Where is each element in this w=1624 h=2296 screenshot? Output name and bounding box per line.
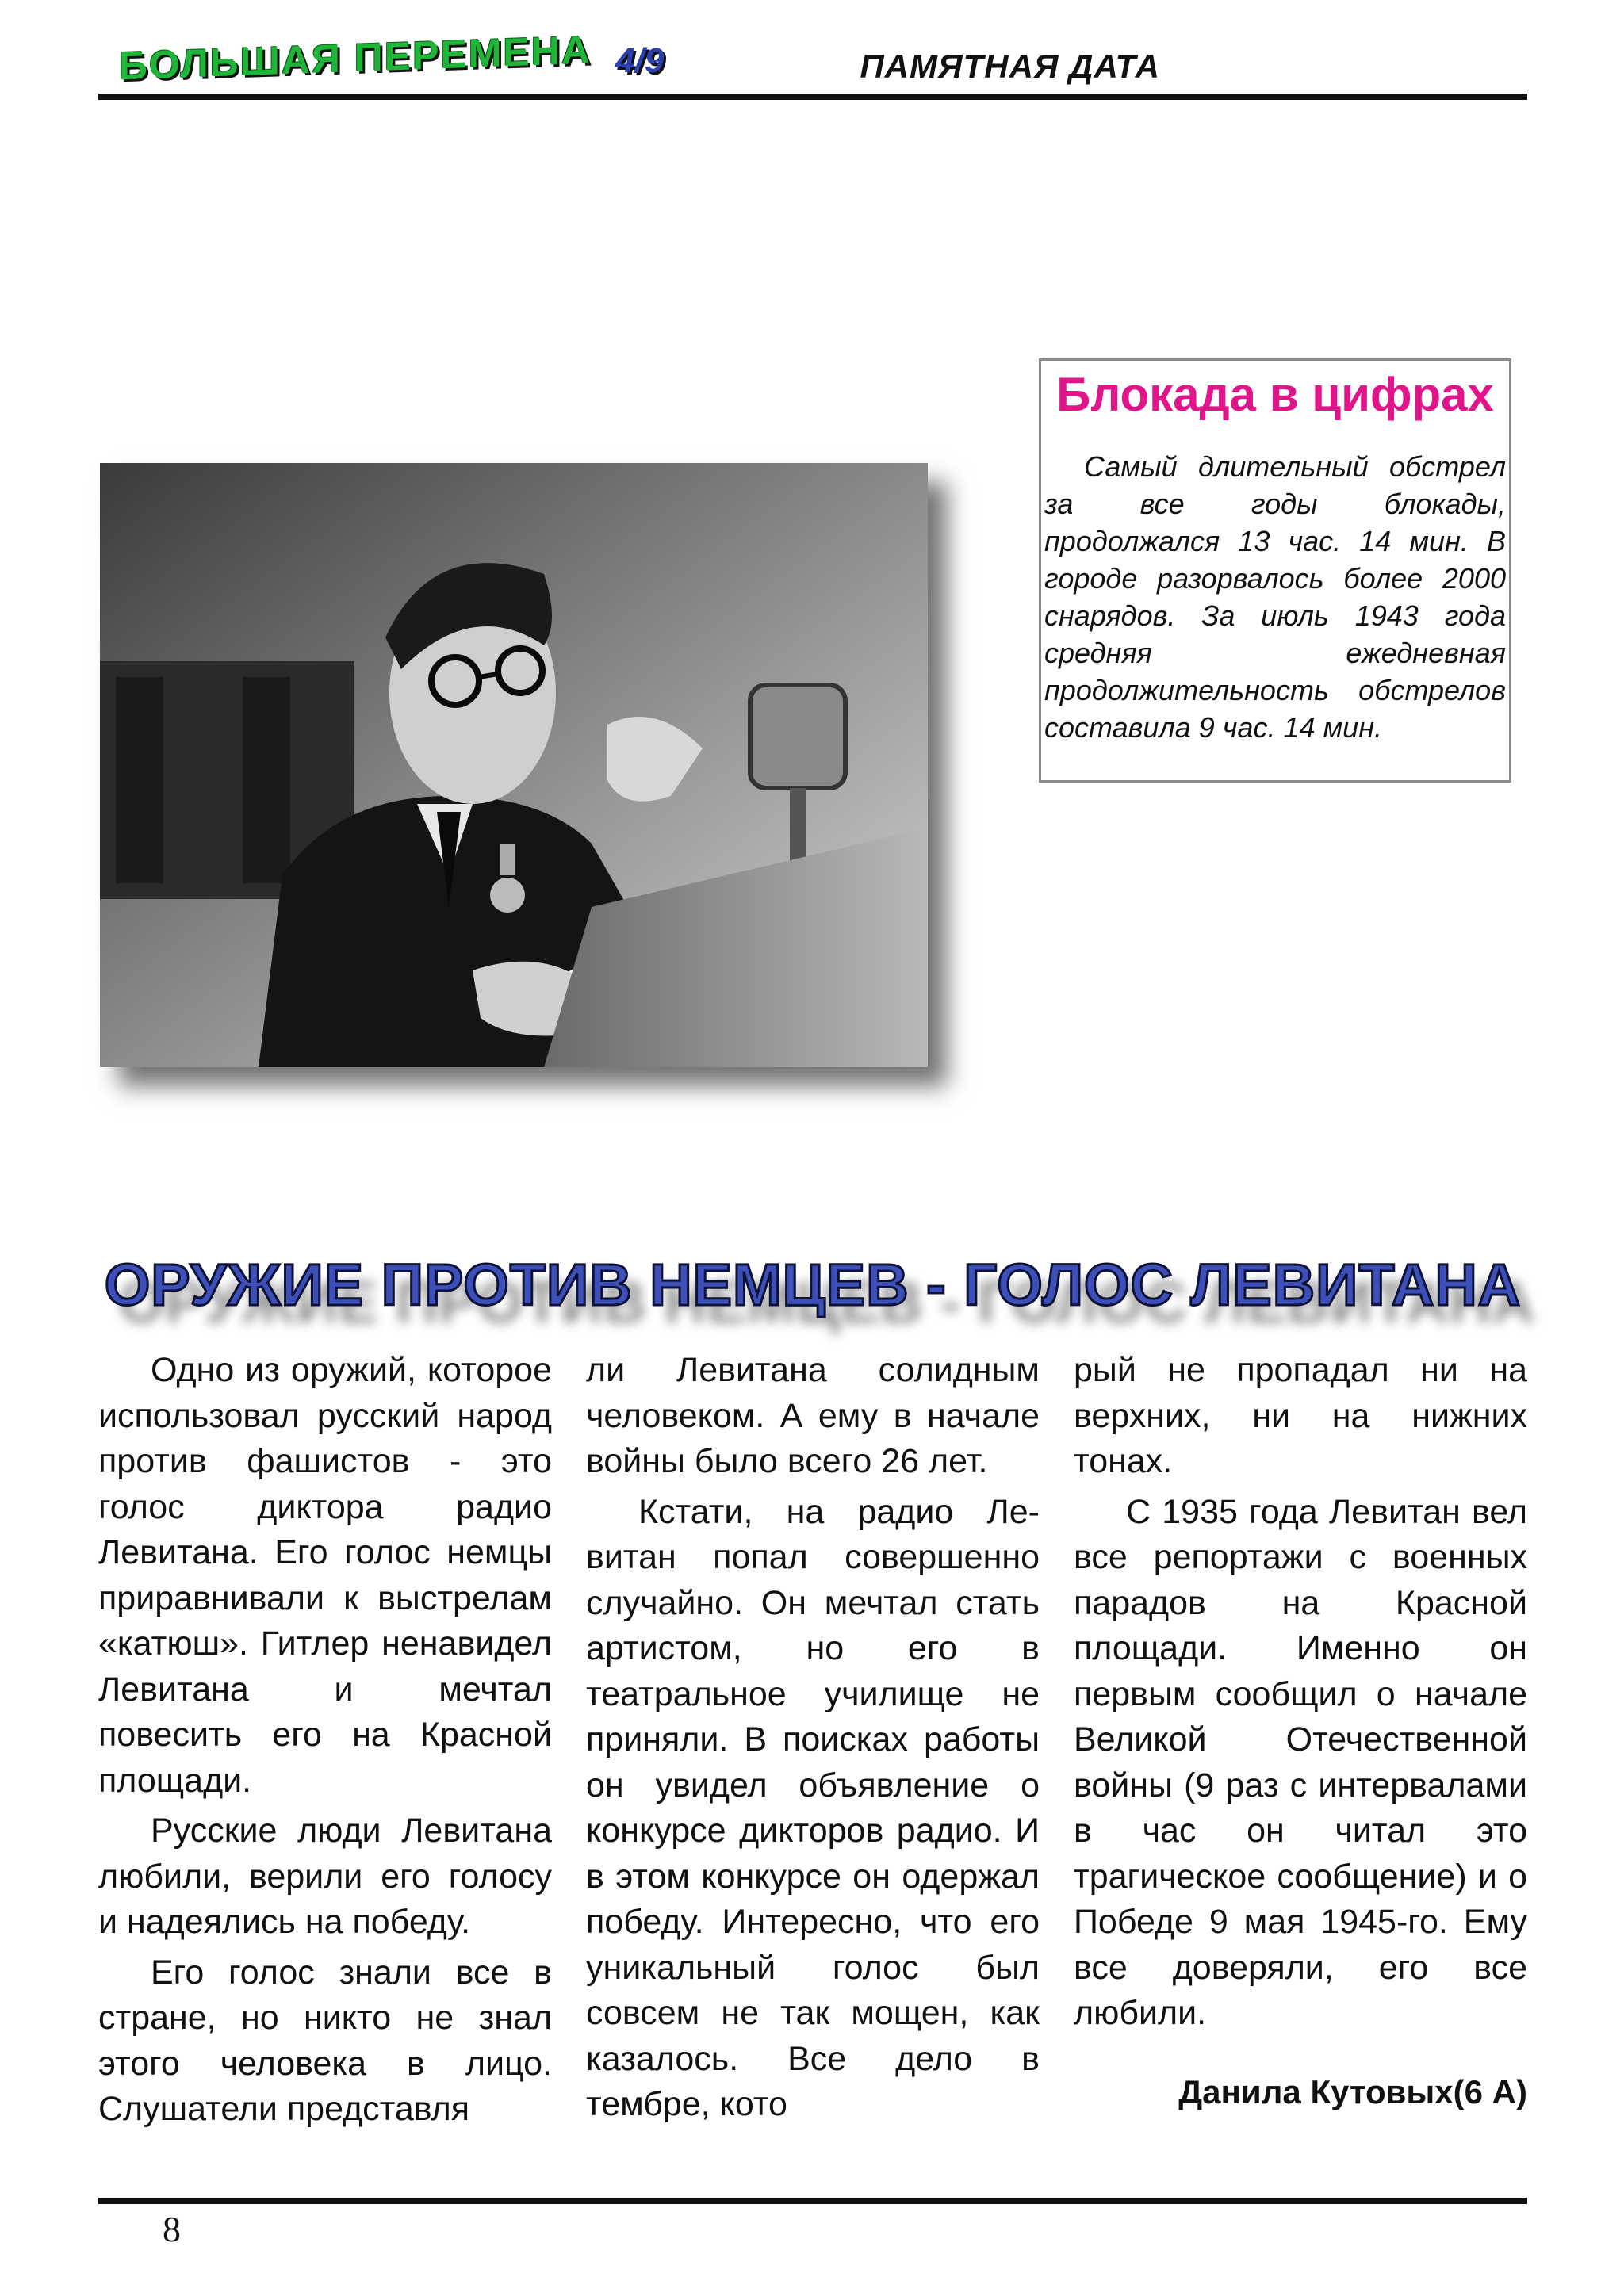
blockade-facts-box bbox=[1039, 358, 1511, 783]
paragraph: Кстати, на радио Левитан попал совершенно случайно. Он мечтал стать артистом, но его в театральное училище не приняли. В поисках работы он увидел объявление о конкурсе дикторов радио. И в этом конкурсе он одержал победу. Интересно, что его уникальный голос был совсем не так мощен, как казалось. Все дело в тембре, кото bbox=[586, 1492, 1040, 2123]
announcer-photo bbox=[100, 463, 928, 1067]
sidebar-title: Блокада в цифрах bbox=[1056, 368, 1494, 421]
sidebar-text: Самый длительный обстрел за все годы блокады, продолжался 13 час. 14 мин. В городе разорвалось более 2000 снарядов. За июль 1943 года средняя ежедневная продолжительность обстрелов составила 9 час. 14 мин. bbox=[1044, 450, 1506, 744]
paragraph: С 1935 года Левитан вел все репортажи с военных парадов на Красной площади. Именно он первым сообщил о начале Великой Отечественной войны (9 раз с интервалами в час он читал это трагическое сообщение) и о Победе 9 мая 1945-го. Ему все доверяли, его все любили. bbox=[1074, 1492, 1527, 2032]
footer-rule bbox=[98, 2198, 1527, 2204]
paragraph: Его голос знали все в стране, но никто не знал этого человека в лицо. Слушатели представля bbox=[98, 1953, 552, 2128]
page-number: 8 bbox=[163, 2209, 181, 2249]
paragraph: рый не пропадал ни на верхних, ни на нижних тонах. bbox=[1074, 1351, 1527, 1480]
paragraph: ли Левитана солидным человеком. А ему в начале войны было всего 26 лет. bbox=[586, 1351, 1040, 1480]
article-body bbox=[98, 1348, 1527, 2188]
issue-number: 4/9 bbox=[615, 41, 665, 80]
article-column-3 bbox=[1074, 1348, 1527, 2188]
paragraph: Одно из оружий, которое использовал русский народ против фашистов - это голос диктора радио Левитана. Его голос немцы приравнивали к выстрелам «катюш». Гитлер ненавидел Левитана и мечтал повесить его на Красной площади. bbox=[98, 1351, 552, 1800]
article-column-1 bbox=[98, 1348, 552, 2188]
article-column-2 bbox=[586, 1348, 1040, 2188]
magazine-logo bbox=[119, 25, 665, 89]
author-signature: Данила Кутовых(6 А) bbox=[1178, 2072, 1527, 2110]
logo-title: БОЛЬШАЯ ПЕРЕМЕНА bbox=[119, 27, 592, 89]
header-rule bbox=[98, 94, 1527, 100]
section-title: ПАМЯТНАЯ ДАТА bbox=[860, 48, 1160, 85]
paragraph: Русские люди Левитана любили, верили его голосу и надеялись на победу. bbox=[98, 1812, 552, 1941]
article-headline: ОРУЖИЕ ПРОТИВ НЕМЦЕВ - ГОЛОС ЛЕВИТАНА bbox=[104, 1252, 1522, 1318]
